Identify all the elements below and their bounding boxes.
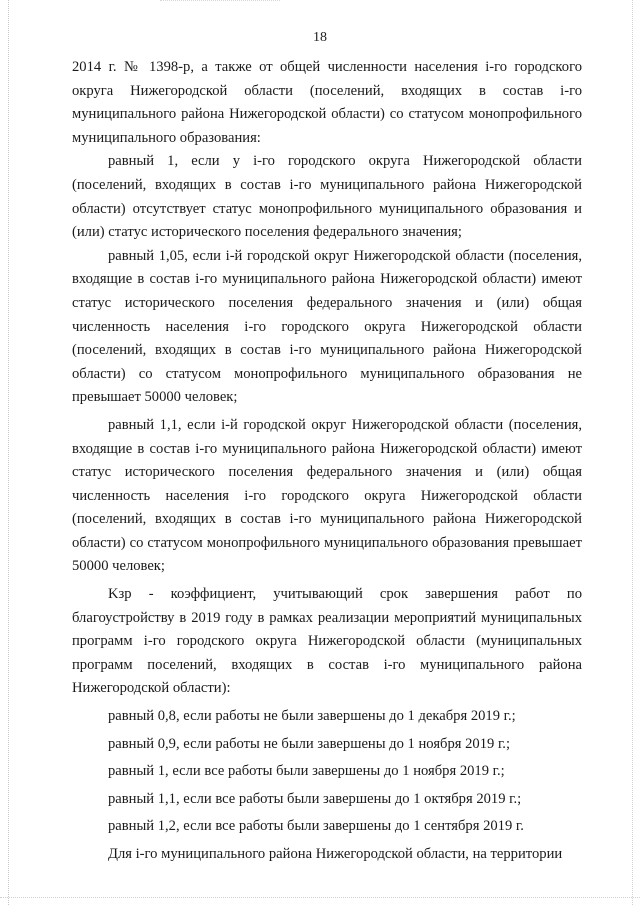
coefficient-definition: Kзр - коэффициент, учитывающий срок завершения работ по благоустройству в 2019 году в рамках реализации мероприятий муниципальных программ i-го городского округа Нижегородской области (муниципальных программ поселений, входящих в состав i-го муниципального района Нижегородской области): [72, 586, 582, 697]
list-item: равный 1, если все работы были завершены до 1 ноября 2019 г.; [108, 763, 505, 780]
document-body [72, 56, 582, 867]
scan-edge-top [160, 0, 280, 2]
list-item: равный 0,8, если работы не были завершены до 1 декабря 2019 г.; [108, 708, 516, 725]
list-item: равный 0,9, если работы не были завершены до 1 ноября 2019 г.; [108, 735, 510, 752]
paragraph: равный 1, если у i-го городского округа Нижегородской области (поселений, входящих в состав i-го муниципального района Нижегородской области) отсутствует статус монопрофильного муниципального образования и (или) статус исторического поселения федерального значения; [72, 153, 582, 241]
scan-edge-left [8, 0, 10, 905]
scan-edge-bottom [0, 897, 640, 899]
list-item: равный 1,1, если все работы были завершены до 1 октября 2019 г.; [108, 790, 522, 807]
list-item: равный 1,2, если все работы были завершены до 1 сентября 2019 г. [108, 818, 524, 835]
paragraph: равный 1,1, если i-й городской округ Нижегородской области (поселения, входящие в состав i-го муниципального района Нижегородской области) имеют статус исторического поселения федерального значения и (или) общая численность населения i-го городского округа Нижегородской области (поселений, входящих в состав i-го муниципального района Нижегородской области) со статусом монопрофильного муниципального образования превышает 50000 человек; [72, 416, 582, 575]
page-number: 18 [313, 30, 327, 45]
paragraph: равный 1,05, если i-й городской округ Нижегородской области (поселения, входящие в состав i-го муниципального района Нижегородской области) имеют статус исторического поселения федерального значения и (или) общая численность населения i-го городского округа Нижегородской области (поселений, входящих в состав i-го муниципального района Нижегородской области) со статусом монопрофильного муниципального образования не превышает 50000 человек; [72, 247, 582, 406]
paragraph: Для i-го муниципального района Нижегородской области, на территории [108, 846, 563, 862]
paragraph: 2014 г. № 1398-р, а также от общей численности населения i-го городского округа Нижегородской области (поселений, входящих в состав i-го муниципального района Нижегородской области) со статусом монопрофильного муниципального образования: [72, 59, 582, 146]
scan-edge-right [632, 0, 634, 905]
